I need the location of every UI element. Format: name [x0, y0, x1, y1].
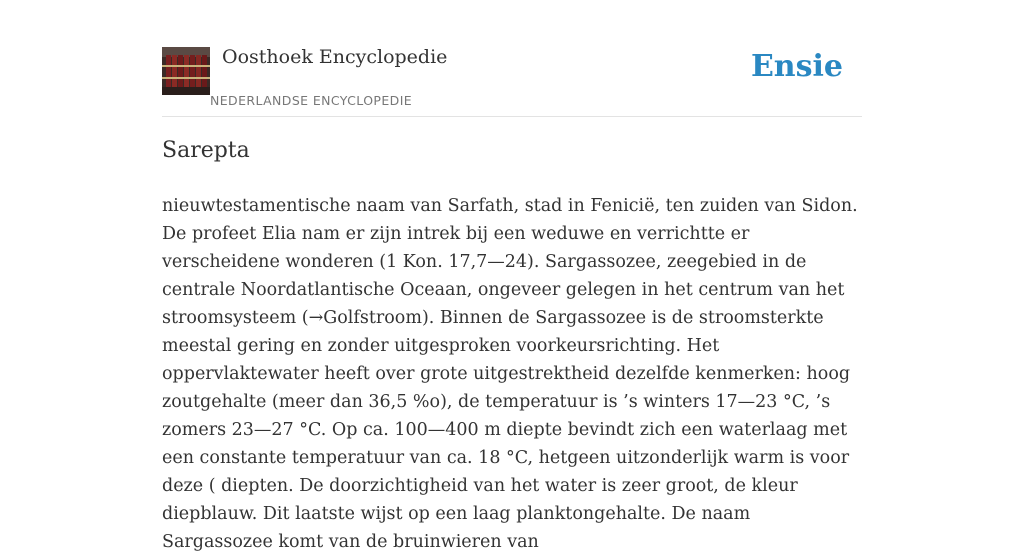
books-icon[interactable] — [162, 47, 210, 95]
golfstroom-link-label: Golfstroom — [323, 308, 422, 328]
entry-body — [162, 192, 862, 556]
ensie-logo[interactable]: Ensie — [750, 49, 843, 84]
site-title[interactable]: Oosthoek Encyclopedie — [222, 46, 448, 68]
golfstroom-link[interactable] — [309, 308, 422, 328]
site-subtitle: NEDERLANDSE ENCYCLOPEDIE — [210, 93, 413, 108]
site-header — [162, 46, 862, 117]
entry-title: Sarepta — [162, 138, 250, 163]
entry-text-part-1: nieuwtestamentische naam van Sarfath, stad in Fenicië, ten zuiden van Sidon. De profeet Elia nam er zijn intrek bij een weduwe en verrichtte er verscheidene wonderen (1 Kon. 17,7—24). Sargassozee, zeegebied in de centrale Noordatlantische Oceaan, ongeveer gelegen in het centrum van het stroomsysteem ( — [162, 196, 858, 328]
entry-text-part-2: ). Binnen de Sargassozee is de stroomsterkte meestal gering en zonder uitgesproken voorkeursrichting. Het oppervlaktewater heeft over grote uitgestrektheid dezelfde kenmerken: hoog zoutgehalte (meer dan 36,5 %o), de temperatuur is ’s winters 17—23 °C, ’s zomers 23—27 °C. Op ca. 100—400 m diepte bevindt zich een waterlaag met een constante temperatuur van ca. 18 °C, hetgeen uitzonderlijk warm is voor deze ( diepten. De doorzichtigheid van het water is zeer groot, de kleur diepblauw. Dit laatste wijst op een laag planktongehalte. De naam Sargassozee komt van de bruinwieren van — [162, 308, 851, 552]
arrow-right-icon: → — [308, 308, 324, 328]
